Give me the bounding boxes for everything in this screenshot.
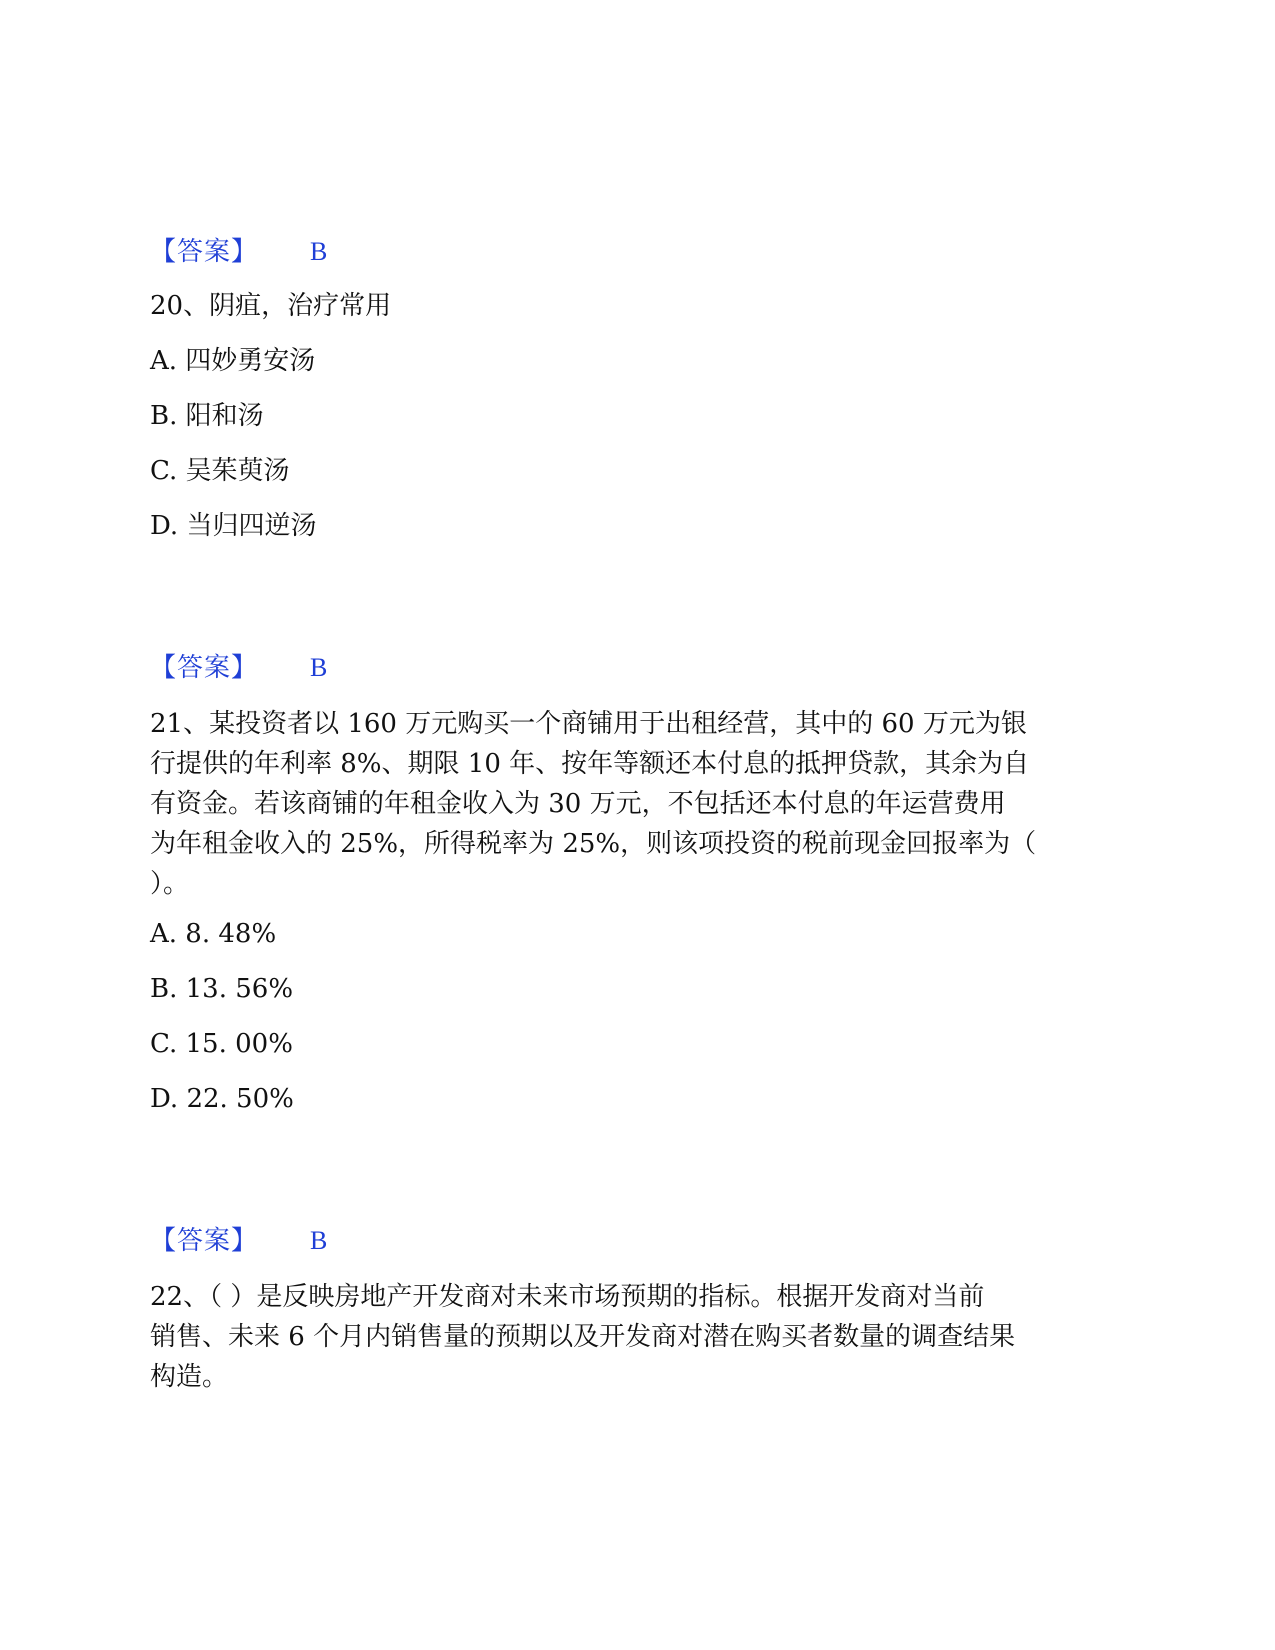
question-21-option-c: C. 15. 00% [150,1029,293,1059]
question-21-option-d: D. 22. 50% [150,1084,294,1114]
question-22-stem [150,1277,1110,1397]
question-21-stem [150,704,1110,904]
answer-value: B [310,653,328,682]
answer-label: 【答案】 [150,1226,259,1256]
question-21-line: ）。 [150,869,190,899]
question-20-option-a: A. 四妙勇安汤 [150,346,316,376]
question-22-line: 22、（ ）是反映房地产开发商对未来市场预期的指标。根据开发商对当前 [150,1282,985,1312]
question-21-line: 有资金。若该商铺的年租金收入为 30 万元，不包括还本付息的年运营费用 [150,789,1006,819]
answer-row-3 [150,1225,327,1257]
question-20-option-c: C. 吴茱萸汤 [150,456,290,486]
question-22-line: 构造。 [150,1362,229,1392]
question-21-option-a: A. 8. 48% [150,919,277,949]
question-20-option-d: D. 当归四逆汤 [150,511,317,541]
question-21-line: 行提供的年利率 8%、期限 10 年、按年等额还本付息的抵押贷款，其余为自 [150,749,1030,779]
question-20-stem: 20、阴疽，治疗常用 [150,291,392,321]
answer-value: B [310,237,328,266]
answer-row-1 [150,236,327,268]
answer-label: 【答案】 [150,653,259,683]
answer-value: B [310,1226,328,1255]
question-22-line: 销售、未来 6 个月内销售量的预期以及开发商对潜在购买者数量的调查结果 [150,1322,1016,1352]
question-21-option-b: B. 13. 56% [150,974,294,1004]
question-21-line: 为年租金收入的 25%，所得税率为 25%，则该项投资的税前现金回报率为（ [150,829,1037,859]
question-20-option-b: B. 阳和汤 [150,401,264,431]
answer-label: 【答案】 [150,237,259,267]
answer-row-2 [150,652,327,684]
question-21-line: 21、某投资者以 160 万元购买一个商铺用于出租经营，其中的 60 万元为银 [150,709,1027,739]
